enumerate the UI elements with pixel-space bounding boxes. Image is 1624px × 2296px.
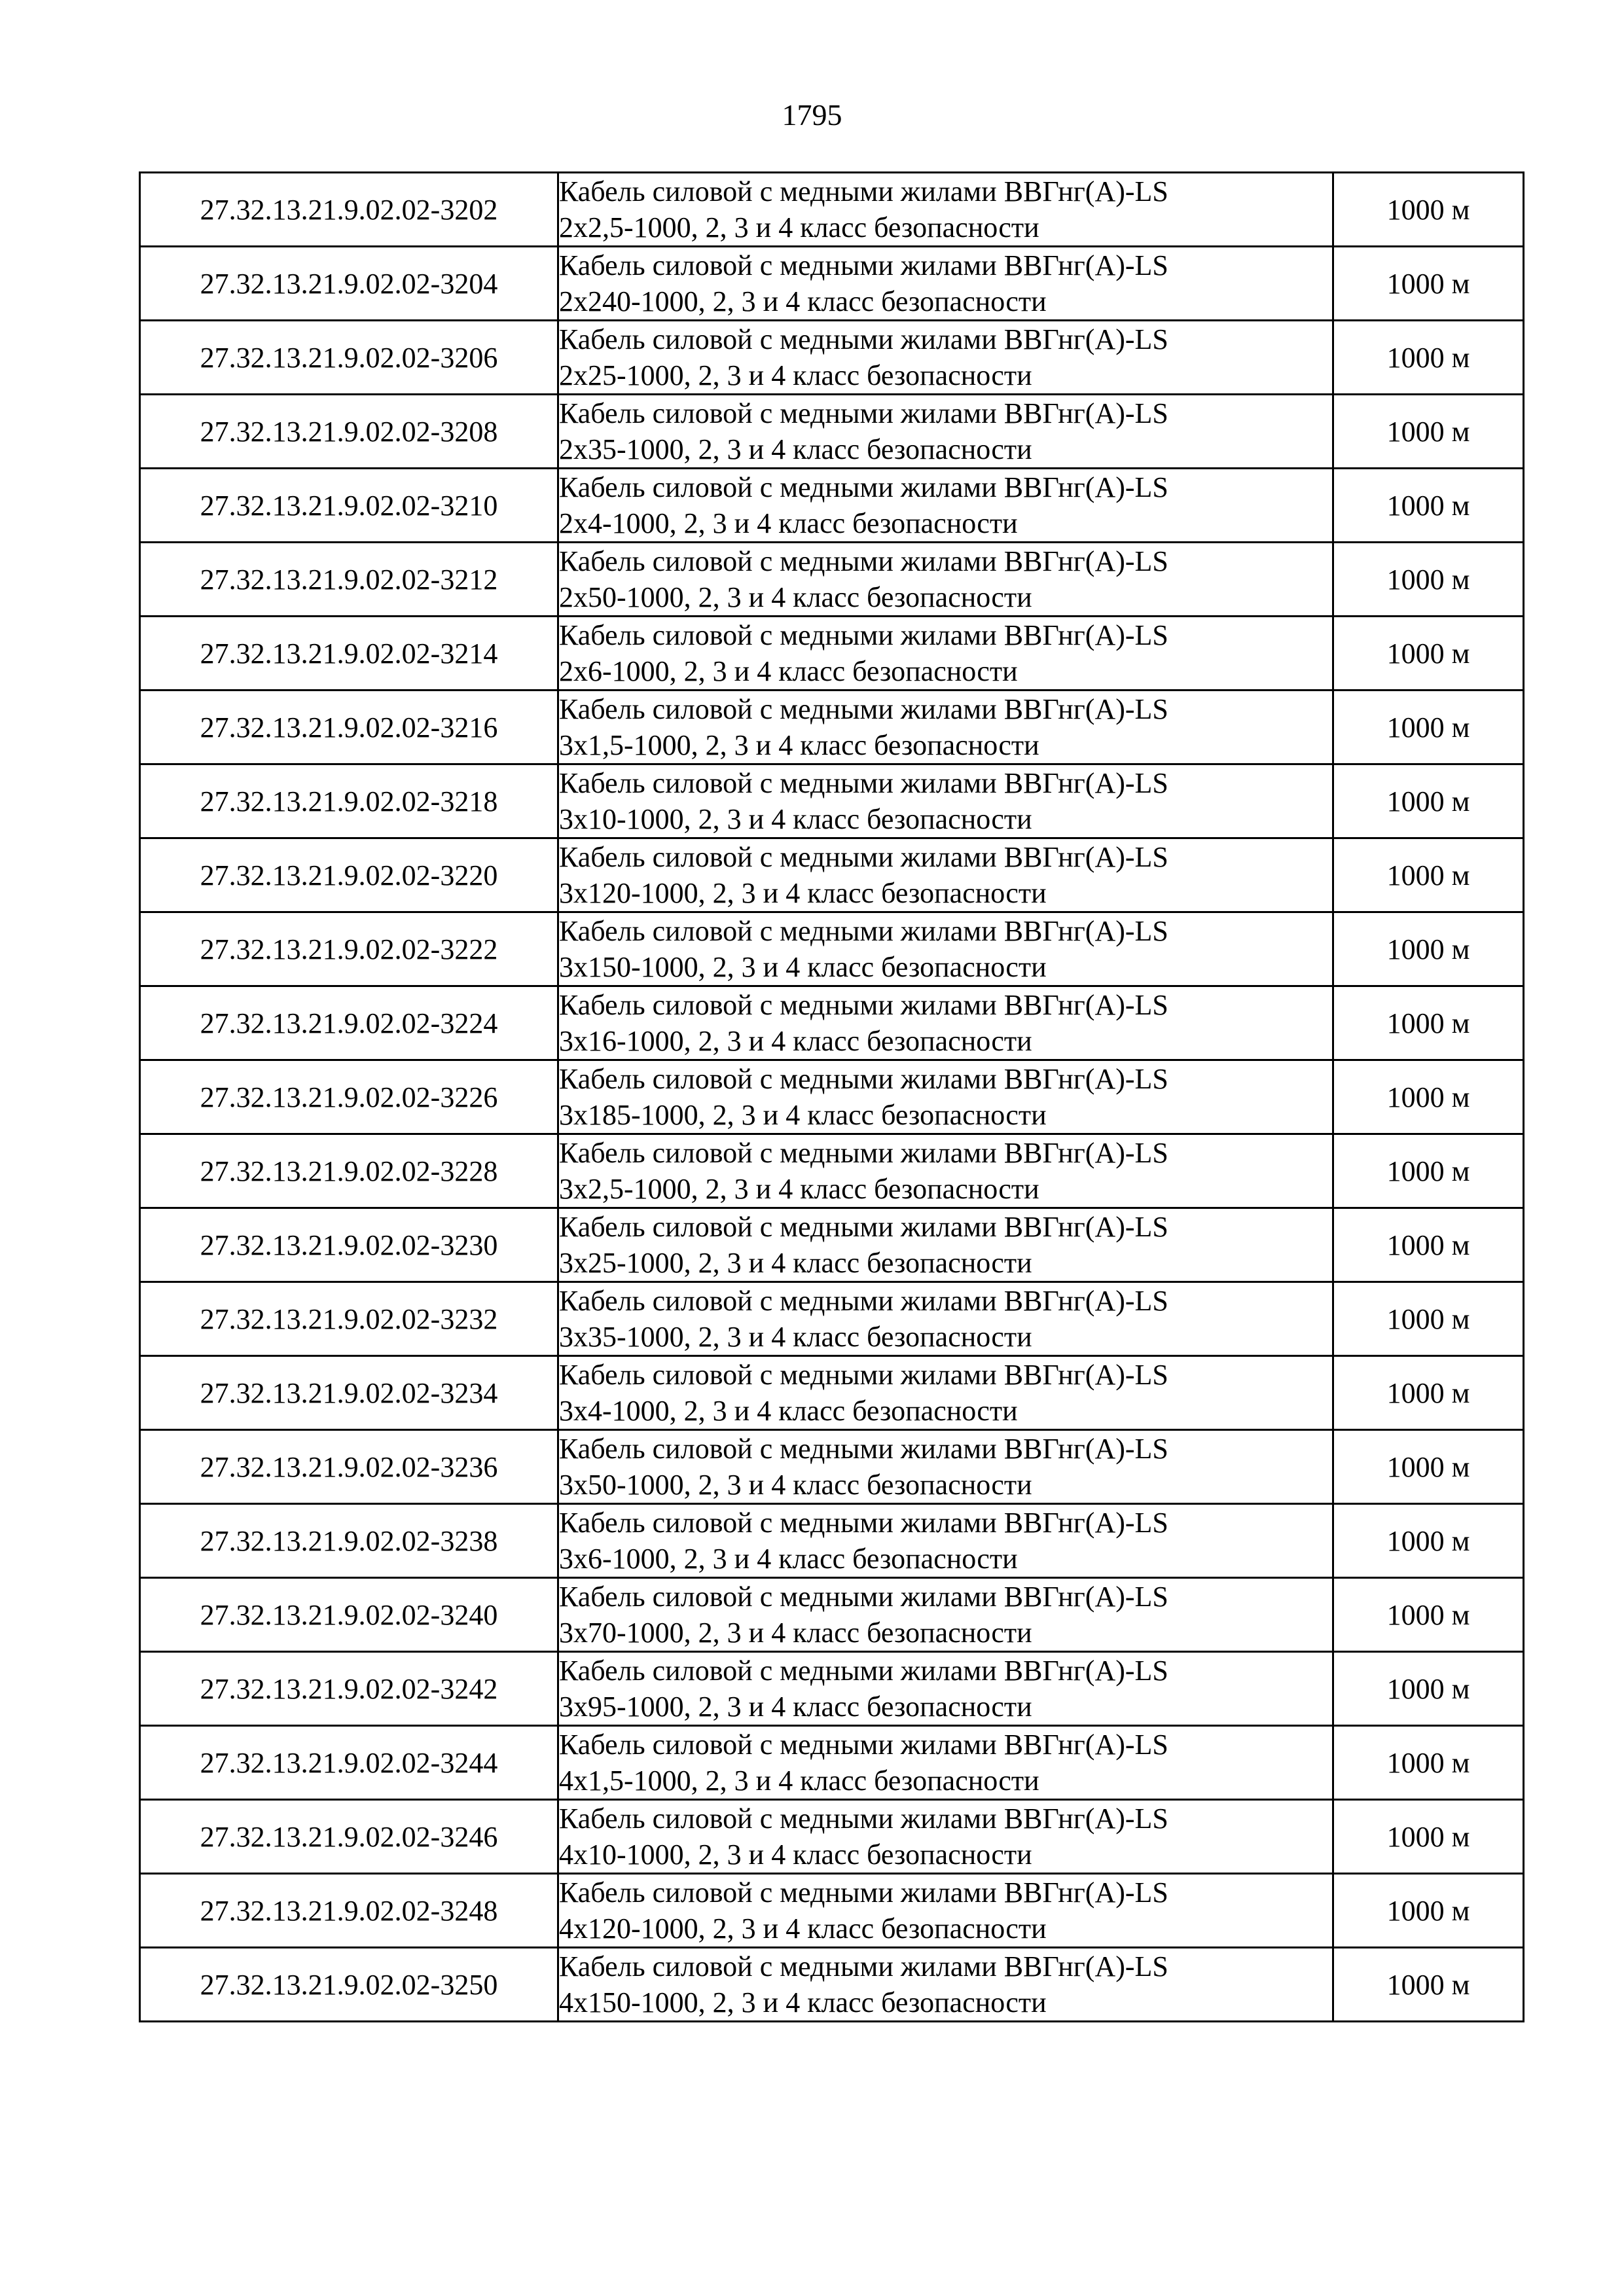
resource-code: 27.32.13.21.9.02.02-3220 bbox=[140, 838, 558, 912]
resource-name bbox=[558, 469, 1333, 543]
resource-name-line2: 2х4-1000, 2, 3 и 4 класс безопасности bbox=[559, 507, 1018, 539]
resource-name bbox=[558, 1800, 1333, 1874]
resource-name bbox=[558, 1356, 1333, 1430]
resource-name-line1: Кабель силовой с медными жилами ВВГнг(А)-LS bbox=[559, 1359, 1168, 1391]
resource-name-line1: Кабель силовой с медными жилами ВВГнг(А)-LS bbox=[559, 471, 1168, 503]
resource-unit: 1000 м bbox=[1333, 395, 1524, 469]
table-row bbox=[140, 247, 1524, 321]
resource-name-line1: Кабель силовой с медными жилами ВВГнг(А)-LS bbox=[559, 1950, 1168, 1982]
resource-unit: 1000 м bbox=[1333, 1430, 1524, 1504]
resource-name-line2: 3х10-1000, 2, 3 и 4 класс безопасности bbox=[559, 803, 1032, 835]
resource-unit: 1000 м bbox=[1333, 1504, 1524, 1578]
resource-code: 27.32.13.21.9.02.02-3204 bbox=[140, 247, 558, 321]
resource-unit: 1000 м bbox=[1333, 1282, 1524, 1356]
resource-name-line1: Кабель силовой с медными жилами ВВГнг(А)-LS bbox=[559, 323, 1168, 355]
table-row bbox=[140, 1874, 1524, 1948]
resource-name-line1: Кабель силовой с медными жилами ВВГнг(А)-LS bbox=[559, 989, 1168, 1021]
resource-name-line2: 3х4-1000, 2, 3 и 4 класс безопасности bbox=[559, 1395, 1018, 1427]
resource-name-line1: Кабель силовой с медными жилами ВВГнг(А)-LS bbox=[559, 1137, 1168, 1169]
table-row bbox=[140, 1282, 1524, 1356]
resource-name-line2: 3х185-1000, 2, 3 и 4 класс безопасности bbox=[559, 1099, 1047, 1131]
resource-name bbox=[558, 1208, 1333, 1282]
resource-code: 27.32.13.21.9.02.02-3226 bbox=[140, 1060, 558, 1134]
resource-code: 27.32.13.21.9.02.02-3202 bbox=[140, 173, 558, 247]
resource-unit: 1000 м bbox=[1333, 617, 1524, 691]
resource-name bbox=[558, 1504, 1333, 1578]
resource-unit: 1000 м bbox=[1333, 1726, 1524, 1800]
resource-code: 27.32.13.21.9.02.02-3208 bbox=[140, 395, 558, 469]
resource-name bbox=[558, 1578, 1333, 1652]
resource-name-line1: Кабель силовой с медными жилами ВВГнг(А)-LS bbox=[559, 545, 1168, 577]
resource-code: 27.32.13.21.9.02.02-3206 bbox=[140, 321, 558, 395]
table-row bbox=[140, 617, 1524, 691]
resource-name-line2: 2х50-1000, 2, 3 и 4 класс безопасности bbox=[559, 581, 1032, 613]
table-row bbox=[140, 1726, 1524, 1800]
resource-name-line2: 3х25-1000, 2, 3 и 4 класс безопасности bbox=[559, 1247, 1032, 1279]
resource-code: 27.32.13.21.9.02.02-3214 bbox=[140, 617, 558, 691]
table-row bbox=[140, 321, 1524, 395]
resource-unit: 1000 м bbox=[1333, 1948, 1524, 2022]
table-row bbox=[140, 543, 1524, 617]
resource-name-line1: Кабель силовой с медными жилами ВВГнг(А)-LS bbox=[559, 693, 1168, 725]
resource-code: 27.32.13.21.9.02.02-3224 bbox=[140, 986, 558, 1060]
resource-name-line1: Кабель силовой с медными жилами ВВГнг(А)-LS bbox=[559, 1803, 1168, 1835]
resource-name-line2: 3х150-1000, 2, 3 и 4 класс безопасности bbox=[559, 951, 1047, 983]
resource-name-line1: Кабель силовой с медными жилами ВВГнг(А)-LS bbox=[559, 397, 1168, 429]
resource-code: 27.32.13.21.9.02.02-3236 bbox=[140, 1430, 558, 1504]
resource-name-line2: 3х1,5-1000, 2, 3 и 4 класс безопасности bbox=[559, 729, 1039, 761]
resource-name-line2: 3х16-1000, 2, 3 и 4 класс безопасности bbox=[559, 1025, 1032, 1057]
resource-unit: 1000 м bbox=[1333, 1134, 1524, 1208]
resource-name-line1: Кабель силовой с медными жилами ВВГнг(А)-LS bbox=[559, 767, 1168, 799]
resource-name-line1: Кабель силовой с медными жилами ВВГнг(А)-LS bbox=[559, 1581, 1168, 1613]
resource-name bbox=[558, 395, 1333, 469]
resource-name bbox=[558, 1060, 1333, 1134]
resource-name bbox=[558, 691, 1333, 764]
resource-name-line2: 2х6-1000, 2, 3 и 4 класс безопасности bbox=[559, 655, 1018, 687]
resource-unit: 1000 м bbox=[1333, 173, 1524, 247]
resource-name-line1: Кабель силовой с медными жилами ВВГнг(А)-LS bbox=[559, 915, 1168, 947]
table-row bbox=[140, 838, 1524, 912]
resource-unit: 1000 м bbox=[1333, 691, 1524, 764]
resource-name bbox=[558, 912, 1333, 986]
table-row bbox=[140, 764, 1524, 838]
table-row bbox=[140, 1800, 1524, 1874]
resource-name bbox=[558, 321, 1333, 395]
table-row bbox=[140, 912, 1524, 986]
resource-code: 27.32.13.21.9.02.02-3244 bbox=[140, 1726, 558, 1800]
resource-name-line1: Кабель силовой с медными жилами ВВГнг(А)-LS bbox=[559, 619, 1168, 651]
resource-unit: 1000 м bbox=[1333, 1060, 1524, 1134]
resource-unit: 1000 м bbox=[1333, 543, 1524, 617]
resource-name bbox=[558, 1652, 1333, 1726]
resource-name-line2: 2х2,5-1000, 2, 3 и 4 класс безопасности bbox=[559, 211, 1039, 243]
resource-name bbox=[558, 764, 1333, 838]
resource-unit: 1000 м bbox=[1333, 1800, 1524, 1874]
resource-name bbox=[558, 543, 1333, 617]
resource-name-line1: Кабель силовой с медными жилами ВВГнг(А)-LS bbox=[559, 1655, 1168, 1687]
resource-code: 27.32.13.21.9.02.02-3240 bbox=[140, 1578, 558, 1652]
resource-name-line1: Кабель силовой с медными жилами ВВГнг(А)-LS bbox=[559, 1729, 1168, 1761]
page-number: 1795 bbox=[782, 98, 842, 132]
resource-code: 27.32.13.21.9.02.02-3210 bbox=[140, 469, 558, 543]
resource-name bbox=[558, 173, 1333, 247]
resource-unit: 1000 м bbox=[1333, 1652, 1524, 1726]
table-row bbox=[140, 1208, 1524, 1282]
resource-name-line2: 3х50-1000, 2, 3 и 4 класс безопасности bbox=[559, 1469, 1032, 1501]
resource-name-line2: 2х240-1000, 2, 3 и 4 класс безопасности bbox=[559, 285, 1047, 317]
table-row bbox=[140, 173, 1524, 247]
resource-table-body bbox=[140, 173, 1524, 2022]
resource-unit: 1000 м bbox=[1333, 1874, 1524, 1948]
resource-name bbox=[558, 838, 1333, 912]
resource-name-line2: 3х70-1000, 2, 3 и 4 класс безопасности bbox=[559, 1617, 1032, 1649]
resource-name bbox=[558, 1134, 1333, 1208]
resource-code: 27.32.13.21.9.02.02-3246 bbox=[140, 1800, 558, 1874]
resource-code: 27.32.13.21.9.02.02-3212 bbox=[140, 543, 558, 617]
resource-name-line1: Кабель силовой с медными жилами ВВГнг(А)-LS bbox=[559, 1285, 1168, 1317]
table-row bbox=[140, 1060, 1524, 1134]
table-row bbox=[140, 986, 1524, 1060]
resource-code: 27.32.13.21.9.02.02-3222 bbox=[140, 912, 558, 986]
resource-unit: 1000 м bbox=[1333, 986, 1524, 1060]
resource-name-line1: Кабель силовой с медными жилами ВВГнг(А)-LS bbox=[559, 1211, 1168, 1243]
resource-code: 27.32.13.21.9.02.02-3232 bbox=[140, 1282, 558, 1356]
resource-name-line2: 3х95-1000, 2, 3 и 4 класс безопасности bbox=[559, 1691, 1032, 1723]
resource-name-line1: Кабель силовой с медными жилами ВВГнг(А)-LS bbox=[559, 1433, 1168, 1465]
resource-name-line2: 4х10-1000, 2, 3 и 4 класс безопасности bbox=[559, 1839, 1032, 1871]
resource-unit: 1000 м bbox=[1333, 1208, 1524, 1282]
table-row bbox=[140, 1356, 1524, 1430]
resource-name-line1: Кабель силовой с медными жилами ВВГнг(А)-LS bbox=[559, 841, 1168, 873]
resource-name-line1: Кабель силовой с медными жилами ВВГнг(А)-LS bbox=[559, 1063, 1168, 1095]
resource-name-line1: Кабель силовой с медными жилами ВВГнг(А)-LS bbox=[559, 249, 1168, 281]
resource-name bbox=[558, 1430, 1333, 1504]
resource-name-line1: Кабель силовой с медными жилами ВВГнг(А)-LS bbox=[559, 1507, 1168, 1539]
resource-unit: 1000 м bbox=[1333, 838, 1524, 912]
resource-name-line2: 2х35-1000, 2, 3 и 4 класс безопасности bbox=[559, 433, 1032, 465]
resource-name bbox=[558, 1282, 1333, 1356]
resource-name bbox=[558, 247, 1333, 321]
table-row bbox=[140, 395, 1524, 469]
resource-code: 27.32.13.21.9.02.02-3242 bbox=[140, 1652, 558, 1726]
resource-name-line2: 4х120-1000, 2, 3 и 4 класс безопасности bbox=[559, 1912, 1047, 1945]
resource-unit: 1000 м bbox=[1333, 912, 1524, 986]
resource-name-line2: 3х6-1000, 2, 3 и 4 класс безопасности bbox=[559, 1543, 1018, 1575]
resource-code: 27.32.13.21.9.02.02-3216 bbox=[140, 691, 558, 764]
resource-name-line2: 4х1,5-1000, 2, 3 и 4 класс безопасности bbox=[559, 1765, 1039, 1797]
resource-name bbox=[558, 986, 1333, 1060]
resource-unit: 1000 м bbox=[1333, 1356, 1524, 1430]
resource-code: 27.32.13.21.9.02.02-3218 bbox=[140, 764, 558, 838]
resource-code: 27.32.13.21.9.02.02-3248 bbox=[140, 1874, 558, 1948]
table-row bbox=[140, 691, 1524, 764]
resource-name bbox=[558, 1726, 1333, 1800]
resource-name-line2: 2х25-1000, 2, 3 и 4 класс безопасности bbox=[559, 359, 1032, 391]
table-row bbox=[140, 1134, 1524, 1208]
resource-unit: 1000 м bbox=[1333, 247, 1524, 321]
resource-code: 27.32.13.21.9.02.02-3228 bbox=[140, 1134, 558, 1208]
table-row bbox=[140, 469, 1524, 543]
resource-code: 27.32.13.21.9.02.02-3238 bbox=[140, 1504, 558, 1578]
resource-name-line2: 3х2,5-1000, 2, 3 и 4 класс безопасности bbox=[559, 1173, 1039, 1205]
resource-name bbox=[558, 1948, 1333, 2022]
resource-code: 27.32.13.21.9.02.02-3230 bbox=[140, 1208, 558, 1282]
resource-name-line2: 3х35-1000, 2, 3 и 4 класс безопасности bbox=[559, 1321, 1032, 1353]
resource-name-line1: Кабель силовой с медными жилами ВВГнг(А)-LS bbox=[559, 175, 1168, 207]
table-row bbox=[140, 1504, 1524, 1578]
table-row bbox=[140, 1430, 1524, 1504]
resource-unit: 1000 м bbox=[1333, 1578, 1524, 1652]
table-row bbox=[140, 1578, 1524, 1652]
resource-name-line2: 3х120-1000, 2, 3 и 4 класс безопасности bbox=[559, 877, 1047, 909]
resource-name-line2: 4х150-1000, 2, 3 и 4 класс безопасности bbox=[559, 1986, 1047, 2018]
resource-code: 27.32.13.21.9.02.02-3250 bbox=[140, 1948, 558, 2022]
resource-code: 27.32.13.21.9.02.02-3234 bbox=[140, 1356, 558, 1430]
resource-unit: 1000 м bbox=[1333, 321, 1524, 395]
table-row bbox=[140, 1652, 1524, 1726]
resource-table bbox=[139, 171, 1525, 2022]
resource-name bbox=[558, 1874, 1333, 1948]
resource-name bbox=[558, 617, 1333, 691]
resource-name-line1: Кабель силовой с медными жилами ВВГнг(А)-LS bbox=[559, 1876, 1168, 1909]
resource-unit: 1000 м bbox=[1333, 469, 1524, 543]
table-row bbox=[140, 1948, 1524, 2022]
resource-unit: 1000 м bbox=[1333, 764, 1524, 838]
